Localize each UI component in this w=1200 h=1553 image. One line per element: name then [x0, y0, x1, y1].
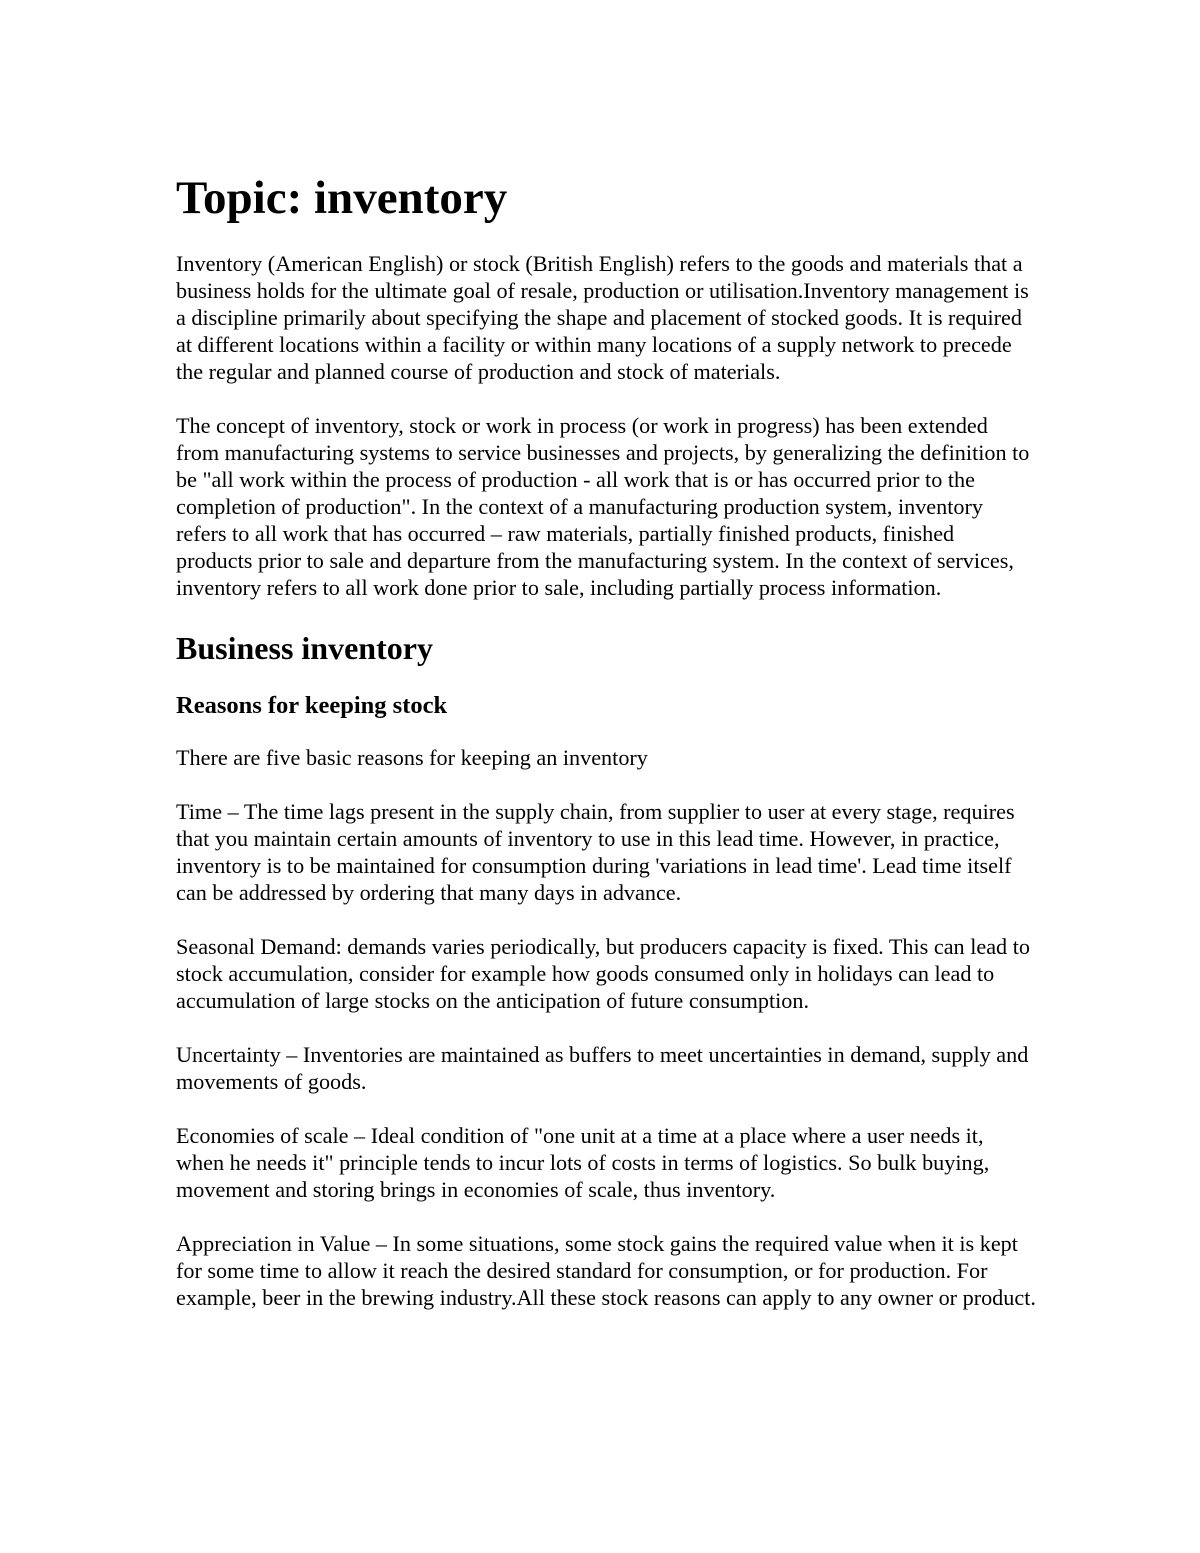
- intro-paragraph-concept: The concept of inventory, stock or work in process (or work in progress) has been extended from manufacturing systems to service businesses and projects, by generalizing the definition to be "all work within the process of production - all work that is or has occurred prior to the completion of production". In the context of a manufacturing production system, inventory refers to all work that has occurred – raw materials, partially finished products, finished products prior to sale and departure from the manufacturing system. In the context of services, inventory refers to all work done prior to sale, including partially process information.: [176, 413, 1030, 600]
- reasons-intro-paragraph: There are five basic reasons for keeping an inventory: [176, 745, 648, 770]
- document-body: [176, 168, 1036, 1338]
- intro-paragraph-definition: Inventory (American English) or stock (British English) refers to the goods and materials that a business holds for the ultimate goal of resale, production or utilisation.Inventory management is a discipline primarily about specifying the shape and placement of stocked goods. It is required at different locations within a facility or within many locations of a supply network to precede the regular and planned course of production and stock of materials.: [176, 251, 1029, 384]
- reason-paragraph-time: Time – The time lags present in the supply chain, from supplier to user at every stage, requires that you maintain certain amounts of inventory to use in this lead time. However, in practice, inventory is to be maintained for consumption during 'variations in lead time'. Lead time itself can be addressed by ordering that many days in advance.: [176, 799, 1015, 905]
- reason-paragraph-uncertainty: Uncertainty – Inventories are maintained as buffers to meet uncertainties in demand, supply and movements of goods.: [176, 1042, 1029, 1094]
- page-title: Topic: inventory: [176, 172, 508, 224]
- subsection-heading-reasons: Reasons for keeping stock: [176, 692, 448, 719]
- reason-paragraph-economies-of-scale: Economies of scale – Ideal condition of "one unit at a time at a place where a user needs it, when he needs it" principle tends to incur lots of costs in terms of logistics. So bulk buying, movement and storing brings in economies of scale, thus inventory.: [176, 1123, 990, 1202]
- section-heading-business-inventory: Business inventory: [176, 630, 433, 666]
- reason-paragraph-appreciation-in-value: Appreciation in Value – In some situations, some stock gains the required value when it is kept for some time to allow it reach the desired standard for consumption, or for production. For example, beer in the brewing industry.All these stock reasons can apply to any owner or product.: [176, 1231, 1036, 1310]
- reason-paragraph-seasonal-demand: Seasonal Demand: demands varies periodically, but producers capacity is fixed. This can lead to stock accumulation, consider for example how goods consumed only in holidays can lead to accumulation of large stocks on the anticipation of future consumption.: [176, 934, 1030, 1013]
